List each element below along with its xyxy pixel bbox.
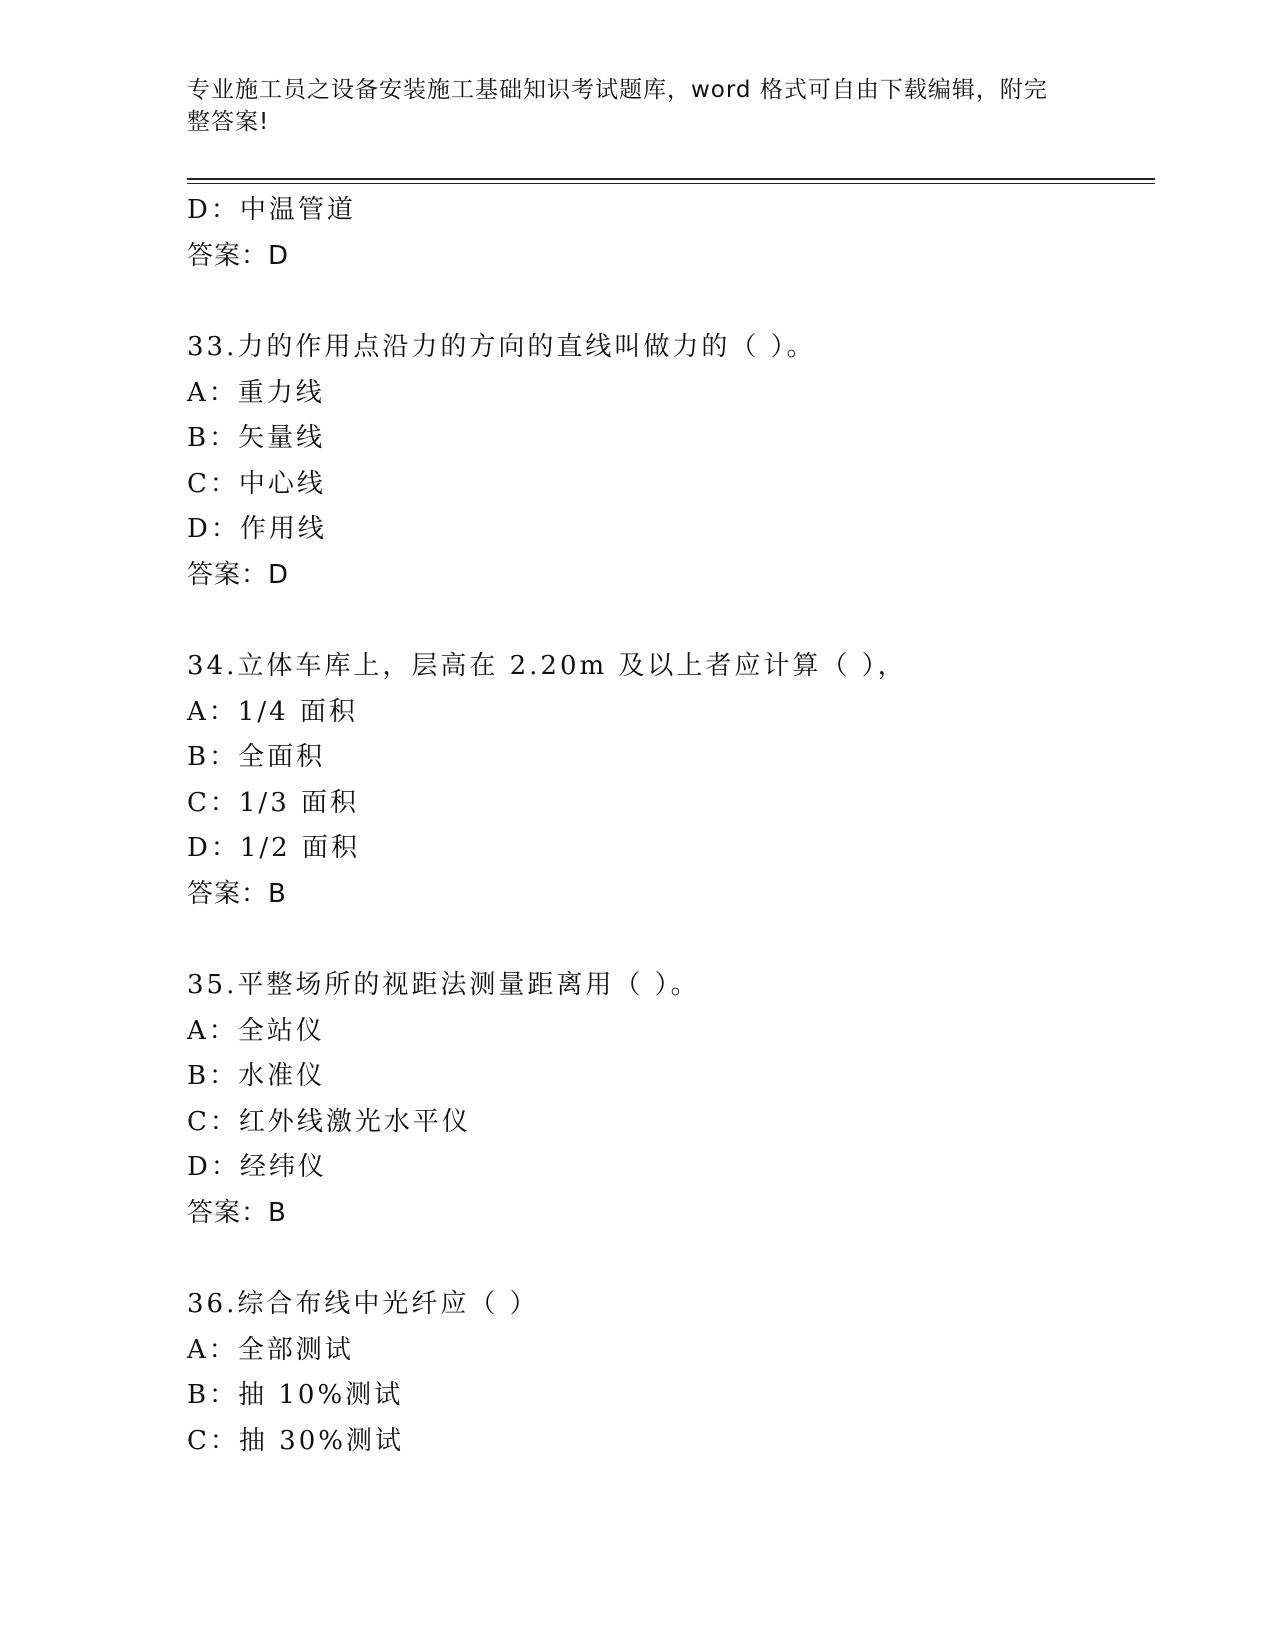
- spacer: [187, 598, 1155, 644]
- question-list: [187, 188, 1155, 1464]
- option-a: A：重力线: [187, 377, 325, 408]
- header-divider-thick: [187, 178, 1155, 180]
- spacer: [187, 1236, 1155, 1282]
- question-stem: 35.平整场所的视距法测量距离用（ ）。: [187, 970, 700, 1000]
- option-a: A：全站仪: [187, 1015, 325, 1046]
- question-block-33: [187, 325, 1155, 598]
- header-line-2: 整答案!: [187, 109, 270, 135]
- option-c: C：中心线: [187, 468, 326, 499]
- option-d: D：经纬仪: [187, 1152, 327, 1182]
- option-b: B：抽 10%测试: [187, 1380, 404, 1410]
- answer-line: 答案：D: [187, 559, 290, 590]
- option-a: A：1/4 面积: [187, 696, 358, 727]
- header-divider-thin: [187, 183, 1155, 184]
- option-c: C：1/3 面积: [187, 787, 360, 818]
- option-c: C：抽 30%测试: [187, 1425, 404, 1456]
- answer-line: 答案：B: [187, 1197, 287, 1228]
- question-stem: 36.综合布线中光纤应（ ）: [187, 1289, 539, 1319]
- spacer: [187, 279, 1155, 325]
- question-block-35: [187, 963, 1155, 1236]
- spacer: [187, 917, 1155, 963]
- option-b: B：水准仪: [187, 1061, 326, 1091]
- answer-line: 答案：D: [187, 240, 290, 271]
- option-d: D：作用线: [187, 514, 327, 544]
- option-d: D：中温管道: [187, 195, 356, 225]
- question-stem: 34.立体车库上，层高在 2.20m 及以上者应计算（ ），: [187, 651, 907, 681]
- document-header: [187, 74, 1067, 138]
- question-block-36: [187, 1282, 1155, 1464]
- question-block-previous: [187, 188, 1155, 279]
- option-b: B：全面积: [187, 742, 326, 772]
- option-c: C：红外线激光水平仪: [187, 1106, 471, 1137]
- option-d: D：1/2 面积: [187, 833, 360, 863]
- option-b: B：矢量线: [187, 423, 326, 453]
- option-a: A：全部测试: [187, 1334, 354, 1365]
- question-stem: 33.力的作用点沿力的方向的直线叫做力的（ ）。: [187, 332, 816, 362]
- answer-line: 答案：B: [187, 878, 287, 909]
- question-block-34: [187, 644, 1155, 917]
- header-line-1: 专业施工员之设备安装施工基础知识考试题库，word 格式可自由下载编辑，附完: [187, 77, 1048, 103]
